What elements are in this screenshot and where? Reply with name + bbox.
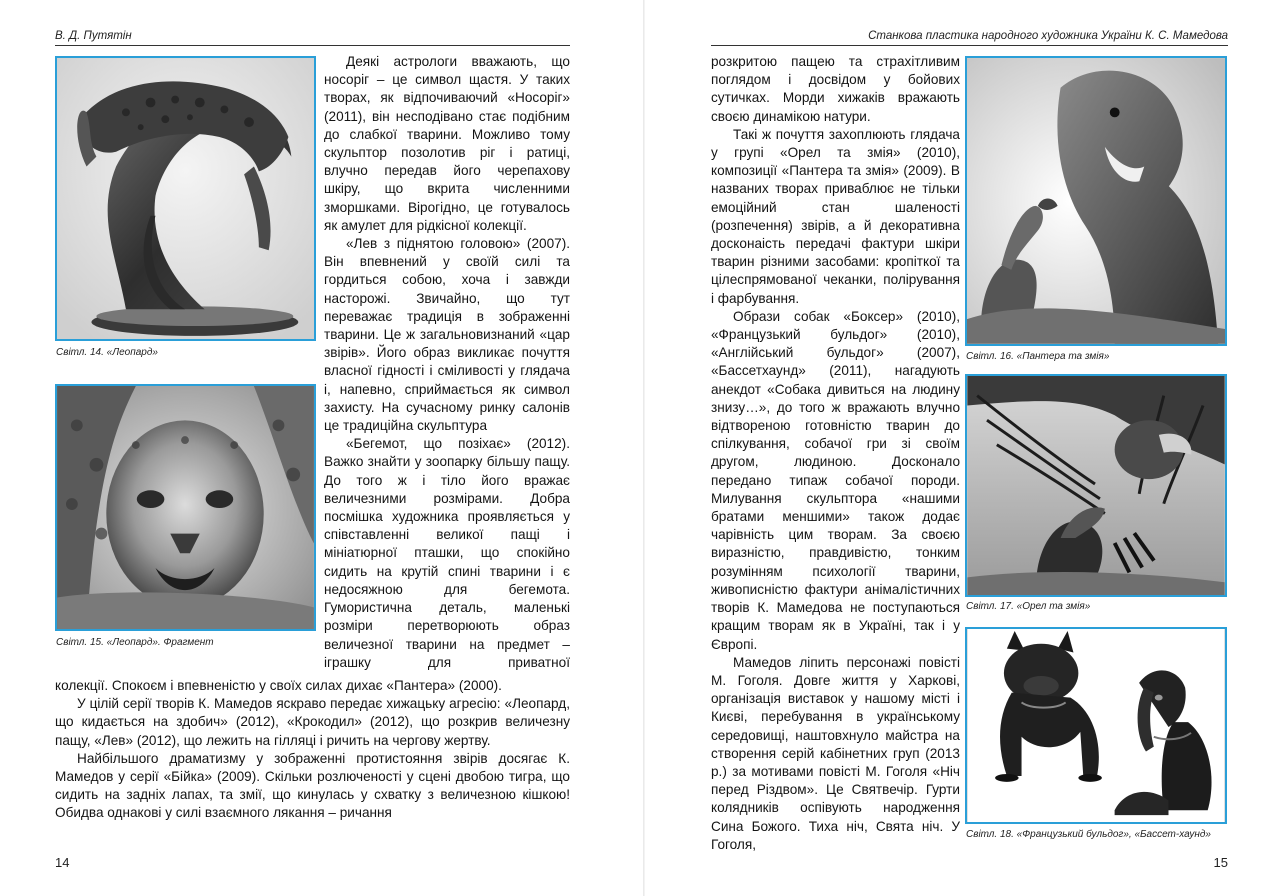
paragraph: У цілій серії творів К. Мамедов яскраво передає хижацьку агресію: «Леопард, що кидається на здобич» (2012), «Крокодил» (2012), що розкрив величезну пащу, «Лев» (2012), що лежить на гілляці і ричить на чергову жертву. bbox=[55, 696, 570, 748]
paragraph: «Лев з піднятою головою» (2007). Він впевнений у своїй силі та гордиться собою, хоча і завжди насторожі. Звичайно, що тут переважає традиція в зображенні тварини. Це ж загальновизнаний «цар звірів». Його образ викликає почуття власної гідності і сміливості у глядача і, напевно, сприймається як символ захисту. На сучасному ринку салонів це традиційна скульптура bbox=[324, 236, 570, 434]
right-column-text bbox=[711, 53, 960, 854]
left-page-number: 14 bbox=[55, 855, 70, 870]
right-header-rule bbox=[711, 45, 1228, 46]
right-page bbox=[645, 0, 1288, 896]
figure-leopard bbox=[55, 56, 316, 341]
leopard-sculpture-image bbox=[57, 58, 314, 339]
paragraph: «Бегемот, що позіхає» (2012). Важко знайти у зоопарку більшу пащу. До того ж і тіло його вражає величезними розмірами. Добра посмішка художника проявляється у співставленні великої пащі і мініатюрної пташки, що спокійно сидить на крутій спині тварини і є недосяжною для бегемота. Гумористична деталь, маленькі розміри перетворюють образ величезної тварини на предмет – іграшку для приватної bbox=[324, 436, 570, 670]
panther-snake-image bbox=[967, 58, 1225, 344]
figure-18-caption: Світл. 18. «Французький бульдог», «Бассет-хаунд» bbox=[966, 829, 1211, 840]
paragraph: Такі ж почуття захоплюють глядача у групі «Орел та змія» (2010), композиції «Пантера та змія» (2009). В названих творах приваблює не тільки емоційний стан шаленості (розпечення) звірів, а й декоративна досконаість передачі фактури шкіри тварин різними засобами: кропіткої та цілеспрямованої чеканки, полірування і фарбування. bbox=[711, 126, 960, 306]
figure-leopard-fragment bbox=[55, 384, 316, 631]
eagle-snake-image bbox=[967, 376, 1225, 595]
left-header-rule bbox=[55, 45, 570, 46]
left-full-width-text bbox=[55, 677, 570, 823]
right-running-head: Станкова пластика народного художника України К. С. Мамедова bbox=[868, 30, 1228, 42]
left-page bbox=[0, 0, 643, 896]
leopard-head-image bbox=[57, 386, 314, 629]
figure-14-caption: Світл. 14. «Леопард» bbox=[56, 347, 158, 358]
figure-15-caption: Світл. 15. «Леопард». Фрагмент bbox=[56, 637, 214, 648]
right-page-number: 15 bbox=[1213, 855, 1228, 870]
figure-17-caption: Світл. 17. «Орел та змія» bbox=[966, 601, 1091, 612]
paragraph: Мамедов ліпить персонажі повісті М. Гоголя. Довге життя у Харкові, організація виставок у нашому місті і Києві, перебування в українському середовищі, наштовхнуло майстра на створення серій кабінетних груп (2013 р.) за мотивами повісті М. Гоголя «Ніч перед Різдвом». Це Святвечір. Гурти колядників оспівують народження Сина Божого. Тиха ніч, Свята ніч. У Гоголя, bbox=[711, 654, 960, 852]
figure-panther-snake bbox=[965, 56, 1227, 346]
figure-eagle-snake bbox=[965, 374, 1227, 597]
paragraph: Образи собак «Боксер» (2010), «Французький бульдог» (2010), «Англійський бульдог» (2007), «Бассетхаунд» (2011), нагадують анекдот «Собака дивиться на людину знизу…», до того ж вражають влучно відтвореною готовністю тварин до спілкування, собачої гри зі своїм другом, людиною. Досконало передано типаж собачої породи. Милування скульптора «нашими братами меншими» також додає чарівність цим творам. За своєю виразністю, правдивістю, тонким розумінням психології тварини, живописністю фактури анімалістичних творів К. Мамедова не поступаються кращим творам як в Україні, так і у Європі. bbox=[711, 308, 960, 652]
left-column-text bbox=[324, 53, 570, 672]
left-running-head: В. Д. Путятін bbox=[55, 30, 132, 42]
paragraph: Найбільшого драматизму у зображенні протистояння звірів досягає К. Мамедов у серії «Бійка» (2009). Скільки розлюченості у сцені двобою тигра, що сидить на задніх лапах, та змії, що кинулась у схватку з величезною кішкою! Обидва однакові у силі взаємного лякання – ричання bbox=[55, 750, 570, 821]
paragraph: Деякі астрологи вважають, що носоріг – це символ щастя. У таких творах, як відпочиваючий «Носоріг» (2011), він несподівано стає подібним до слабкої тварини. Можливо тому скульптор позолотив ріг і ратиці, влучно передав його черепахову шкіру, що вкрита численними зморшками. Вірогідно, це готувалось як амулет для рідкісної колекції. bbox=[324, 54, 570, 233]
figure-16-caption: Світл. 16. «Пантера та змія» bbox=[966, 351, 1110, 362]
bulldog-basset-image bbox=[967, 629, 1225, 822]
figure-bulldog-basset bbox=[965, 627, 1227, 824]
paragraph: розкритою пащею та страхітливим поглядом і досвідом у бойових сутичках. Морди хижаків вражають своєю динамікою натури. bbox=[711, 54, 960, 124]
paragraph: колекції. Спокоєм і впевненістю у своїх силах дихає «Пантера» (2000). bbox=[55, 678, 502, 693]
